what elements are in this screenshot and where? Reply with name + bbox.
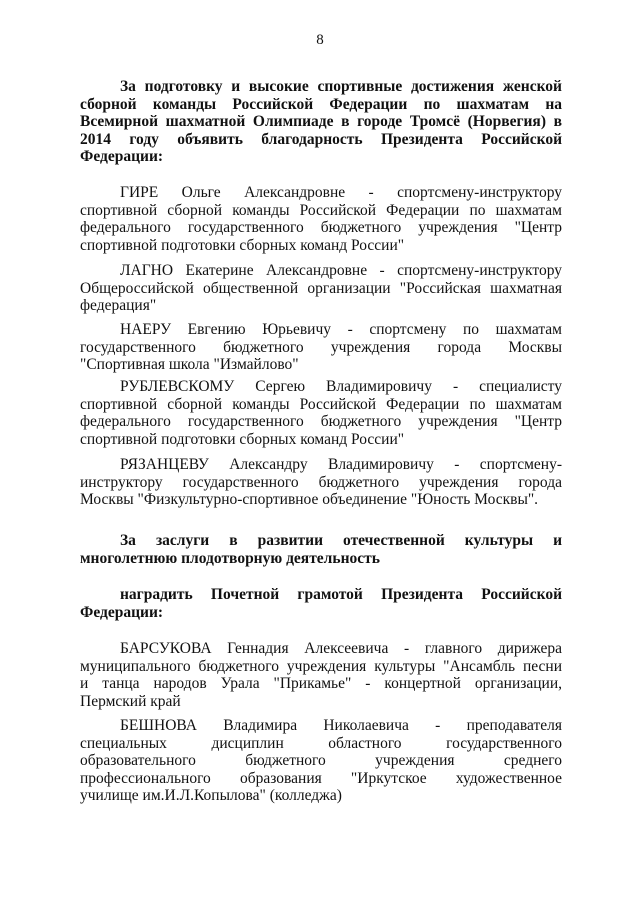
- entry-line: спортивной подготовки сборных команд России": [80, 430, 405, 448]
- section1-heading: [80, 78, 562, 166]
- entry-line: государственного бюджетного учреждения города Москвы: [80, 338, 562, 356]
- entry-line: Пермский край: [80, 692, 181, 710]
- recipient-entry: [80, 456, 562, 509]
- entry-line: и танца народов Урала "Прикамье" - концертной организации,: [80, 675, 562, 692]
- recipient-entry: [80, 262, 562, 315]
- heading-line: Федерации:: [80, 603, 164, 621]
- entry-line: училище им.И.Л.Копылова" (колледжа): [80, 787, 342, 804]
- entry-line: БЕШНОВА Владимира Николаевича - преподавателя: [120, 717, 562, 734]
- heading-line: Федерации:: [80, 148, 164, 165]
- recipient-entry: [80, 321, 562, 374]
- section2-heading: [80, 532, 562, 567]
- heading-line: сборной команды Российской Федерации по шахматам на: [80, 95, 562, 113]
- award-heading: [80, 586, 562, 621]
- entry-line: "Спортивная школа "Измайлово": [80, 356, 299, 373]
- entry-line: ГИРЕ Ольге Александровне - спортсмену-инструктору: [120, 184, 562, 201]
- entry-line: НАЕРУ Евгению Юрьевичу - спортсмену по шахматам: [120, 321, 562, 338]
- entry-line: РЯЗАНЦЕВУ Александру Владимировичу - спортсмену-: [120, 456, 562, 473]
- entry-line: федерация": [80, 297, 157, 314]
- entry-line: БАРСУКОВА Геннадия Алексеевича - главного дирижера: [120, 640, 562, 657]
- entry-line: специальных дисциплин областного государственного: [80, 734, 562, 752]
- heading-line: 2014 году объявить благодарность Президента Российской: [80, 130, 562, 148]
- entry-line: инструктору государственного бюджетного учреждения города: [80, 473, 562, 491]
- entry-line: Общероссийской общественной организации "Российская шахматная: [80, 279, 562, 297]
- heading-line: Всемирной шахматной Олимпиаде в городе Тромсё (Норвегия) в: [80, 113, 562, 130]
- recipient-entry: [80, 640, 562, 710]
- heading-line: За подготовку и высокие спортивные достижения женской: [120, 78, 562, 95]
- entry-line: федерального государственного бюджетного учреждения "Центр: [80, 413, 562, 430]
- recipient-entry: [80, 378, 562, 448]
- entry-line: муниципального бюджетного учреждения культуры "Ансамбль песни: [80, 657, 562, 675]
- entry-line: ЛАГНО Екатерине Александровне - спортсмену-инструктору: [120, 262, 562, 279]
- entry-line: Москвы "Физкультурно-спортивное объединение "Юность Москвы".: [80, 491, 539, 508]
- entry-line: образовательного бюджетного учреждения среднего: [80, 752, 562, 769]
- recipient-entry: [80, 717, 562, 805]
- entry-line: профессионального образования "Иркутское художественное: [80, 769, 562, 787]
- heading-line: многолетнюю плодотворную деятельность: [80, 549, 380, 567]
- entry-line: федерального государственного бюджетного учреждения "Центр: [80, 219, 562, 236]
- heading-line: наградить Почетной грамотой Президента Российской: [120, 586, 562, 603]
- heading-line: За заслуги в развитии отечественной культуры и: [120, 532, 562, 549]
- entry-line: спортивной сборной команды Российской Федерации по шахматам: [80, 395, 562, 413]
- entry-line: спортивной подготовки сборных команд России": [80, 236, 405, 254]
- entry-line: спортивной сборной команды Российской Федерации по шахматам: [80, 201, 562, 219]
- recipient-entry: [80, 184, 562, 254]
- entry-line: РУБЛЕВСКОМУ Сергею Владимировичу - специалисту: [120, 378, 562, 395]
- page-number: 8: [316, 32, 324, 48]
